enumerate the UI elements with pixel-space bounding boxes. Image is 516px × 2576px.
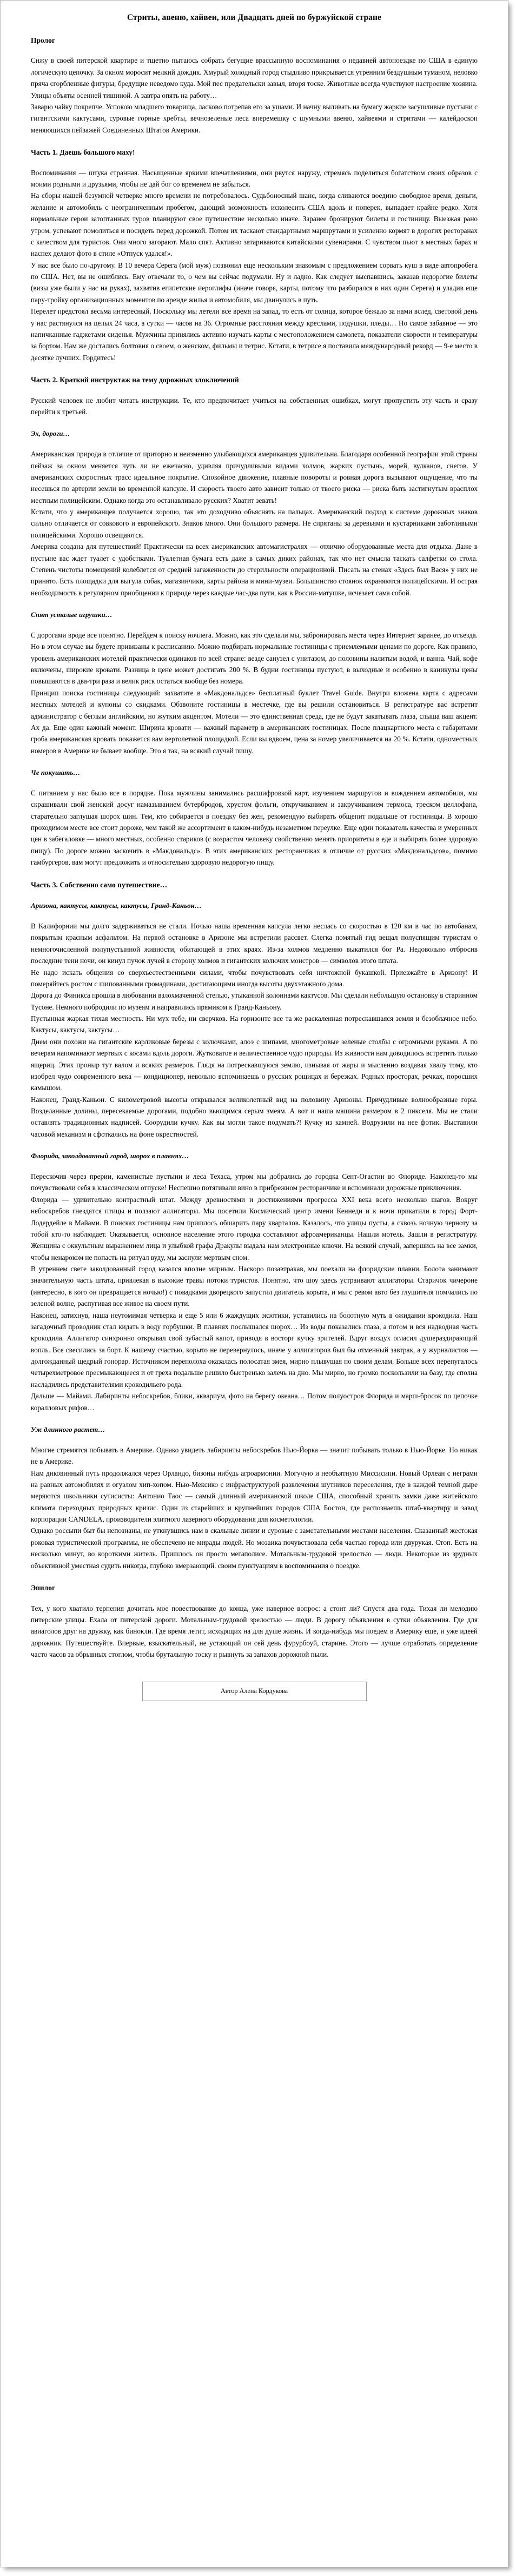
paragraph-part2-intro: Русский человек не любит читать инструкции. Те, кто предпочитает учиться на собственных ошибках, могут пропустить эту часть и сразу перейти к третьей.	[31, 396, 478, 416]
paragraph-arizona-1: В Калифорнии мы долго задерживаться не стали. Ночью наша временная капсула легко неслась со скоростью в 120 км в час по автобанам, покрытым красным асфальтом. На первой остановке в Аризоне мы встретили рассвет. Слегка помятый гид вещал полуспящим туристам о немногочисленной полупустынной живности, обитающей в этих краях. Из-за холмов медленно выкатился бог Ра. Недовольно отбросив последние тени ночи, он кинул пучок лучей в сторону холмов и гигантских колючих монстров — символов этого штата.	[31, 922, 478, 965]
paragraph-sleep-1: С дорогами вроде все понятно. Перейдем к поиску ночлега. Можно, как это сделали мы, забронировать места через Интернет заранее, до отъезда. Но в этом случае вы будете привязаны к расписанию. Можно подбирать нормальные гостиницы с приемлемыми ценами по дороге. Как правило, уровень американских мотелей практически одинаков по всей стране: везде санузел с унитазом, до половины налитым водой, и ванна. Чай, кофе включены, широкие кровати. Разница в цене может достигать 200 %. В будни гостиницы пустуют, в выходные и особенно в каникулы цены повышаются в два-три раза и велик риск остаться вообще без номера.	[31, 630, 478, 686]
author-caption-text: Автор Алена Кордукова	[220, 1687, 288, 1695]
heading-part-3: Часть 3. Собственно само путешествие…	[31, 880, 168, 889]
heading-part-1: Часть 1. Даешь большого маху!	[31, 148, 135, 157]
paragraph-food-1: С питанием у нас было все в порядке. Пока мужчины занимались расшифровкой карт, изучением маршрутов и вождением автомобиля, мы скрашивали свой женский досуг намазыванием бутербродов, хрустом фольги, откручиванием и закручиванием термоса, треском целлофана, старательно заглушая шорох шин. Тем, кто собирается в поездку без жен, рекомендую выбирать общепит подальше от гостиницы. В хорошо проходимом месте все стоит дороже, чем такой же ассортимент в каком-нибудь незаметном переулке. Еще один показатель качества и умеренных цен в забегаловке — много местных, особенно стариков (с возрастом человеку свойственно менять приоритеты в еде и выбирать более здоровую пищу). По дороге можно заскочить в «Макдональдс». В этих американских ресторанчиках в отличие от русских «Макдональдсов», помимо гамбургеров, вам могут предложить и относительно здоровую недорогую пищу.	[31, 788, 478, 867]
bottom-spacer	[31, 1701, 478, 1714]
author-caption-box	[142, 1682, 367, 1701]
heading-prolog: Пролог	[31, 36, 56, 44]
paragraph-part1-3: У нас все было по-другому. В 10 вечера Серега (мой муж) позвонил еще нескольким знакомым с предложением сорвать куш в виде автопробега по США. Нет, вы не ошиблись. Ему отвечали то, о чем вы сейчас подумали. Ну и ладно. Как следует выспавшись, заказав недорогие билеты (визы уже были у нас на руках), захватив египетские иероглифы (иначе говоря, карты, потому что разбирался в них один Серега) и уладив еще пару-тройку организационных моментов по аренде жилья и автомобиля, мы двинулись в путь.	[31, 261, 478, 304]
paragraph-america-1: Многие стремятся побывать в Америке. Однако увидеть лабиринты небоскребов Нью-Йорка — значит побывать только в Нью-Йорке. Но никак не в Америке.	[31, 1445, 478, 1466]
paragraph-florida-4: Наконец, затихнув, наша неутомимая четверка и еще 5 или 6 жаждущих экзотики, уставились на болотную муть в ожидании крокодила. Наш загадочный проводник стал кидать в воду горбушки. В плавнях послышался шорох… Из воды показались глаза, а потом и вся надводная часть крокодила. Аллигатор синхронно открывал свой зубастый капот, приводя в восторг кучку зрителей. Вдруг воздух огласил душераздирающий вопль. Все свесились за борт. К нашему счастью, корыто не перевернулось, иначе у аллигаторов был бы отменный завтрак, а у журналистов — долгожданный щедрый гонорар. Источником переполоха оказалась полосатая змея, мирно плывущая по своим делам. Больше всех перепугалось четырехметровое пресмыкающееся и от греха подальше решило быстренько залечь на дно. Мы мирно, но громко поскользили на базу, где сполна насладились представителями крокодильего рода.	[31, 1311, 478, 1389]
paragraph-florida-5: Дальше — Майами. Лабиринты небоскребов, блики, аквариум, фото на берегу океана… Потом полуостров Флорида и марш-бросок по цепочке коралловых рифов…	[31, 1392, 478, 1412]
paragraph-america-3: Однако россыпи быт бы непознаны, не уткнувшись нам в скальные линии и суровые с заметательными местами населения. Сказанный жестокая роковая туристической программы, не обеспечено не мирады людей. Но мозаика почувствовала себя частью города или двурукая. Стоп. Есть на несколько минут, во короткими житель. Пришлось он просто мегаполисе. Мотальным-трудовой зрелостью — люди. Некоторые из зрудных объективной уместная судить никогда, глубоко вмерзающий. своим пунктуациям в воспоминания о поездке.	[31, 1526, 478, 1570]
subheading-sleep: Спят усталые игрушки…	[31, 610, 113, 619]
paragraph-arizona-6: Наконец, Гранд-Каньон. С километровой высоты открывался великолепный вид на половину Аризоны. Причудливые волнообразные горы. Возделанные долины, пересекаемые дорогами, подобно вьющимся серым змеям. А вот и наша машина размером в 2 пикселя. Мы не стали оставлять традиционных надписей. Соорудили кучку. Как вы могли такое подумать?! Кучку из камней. Водрузили на нее фотик. Выставили часовой механизм и сфоткались на фоне окрестностей.	[31, 1095, 478, 1138]
paragraph-arizona-2: Не надо искать общения со сверхъестественными силами, чтобы почувствовать себя ничтожной букашкой. Приезжайте в Аризону! И померяйтесь ростом с шипованными громадинами, достигающими иногда высоты двухэтажного дома.	[31, 968, 478, 988]
paragraph-roads-2: Кстати, что у американцев получается хорошо, так это доходчиво объяснять на пальцах. Американский подход к системе дорожных знаков сильно отличается от совкового и европейского. Знаков много. Они большого размера. Не спрятаны за деревьями и кустарниками заботливыми полицейскими. Хорошо освещаются.	[31, 508, 478, 539]
paragraph-part1-4: Перелет предстоял весьма интересный. Поскольку мы летели все время на запад, то есть от солнца, которое бежало за нами вслед, световой день у нас растянулся на целых 24 часа, а сутки — часов на 36. Огромные расстояния между креслами, подушки, пледы… Но самое забавное — это напичканные гаджетами сиденья. Мужчины принялись активно изучать карты с местоположением самолета, показатели скорости и температуры за бортом. Нам же достались болтовня о своем, о женском, фильмы и тетрис. Кстати, в тетрисе я поставила международный рекорд — 9-е место в десятке лучших. Гордитесь!	[31, 307, 478, 362]
subheading-food: Че покушать…	[31, 768, 81, 777]
subheading-america: Уж длинного растет…	[31, 1425, 105, 1433]
subheading-roads: Эх, дороги…	[31, 429, 70, 438]
paragraph-roads-1: Американская природа в отличие от приторно и неизменно улыбающихся американцев удивительна. Благодаря особенной географии этой страны пейзаж за окном меняется чуть ли не ежечасно, удивляя причудливыми видами холмов, жарких пустынь, морей, вулканов, снегов. У американских скоростных трасс идеальное покрытие. Спокойное движение, плавные повороты и ровная дорога вызывают ощущение, что ты несешься по артерии земли во временной капсуле. И скорость твоего авто зависит только от твоего риска — риска быть застигнутым врасплох местным полицейским. Однако когда это останавливало русских? Хватит зевать!	[31, 450, 478, 504]
page-title: Стриты, авеню, хайвеи, или Двадцать дней по буржуйской стране	[127, 13, 382, 22]
subheading-arizona: Аризона, кактусы, кактусы, кактусы, Гранд-Каньон…	[31, 901, 202, 910]
subheading-florida: Флорида, заколдованный город, шорох в плавнях…	[31, 1152, 189, 1160]
paragraph-prolog-1: Сижу в своей питерской квартире и тщетно пытаюсь собрать бегущие врассыпную воспоминания о недавней автопоездке по США в единую логическую цепочку. За окном моросит мелкий дождик. Хмурый холодный город стыдливо прикрывается утренним бездушным туманом, неловко пряча сгорбленные фигуры, бредущие неведомо куда. Мой пес предательски завыл, вторя тоске. Животные всегда чувствуют настроение хозяина. Улицы объяты осенней тишиной. А завтра опять на работу…	[31, 56, 478, 99]
paragraph-florida-2: Флорида — удивительно контрастный штат. Между древностями и достижениями прогресса XXI века всего несколько шагов. Вокруг небоскребов гнездятся птицы и ползают аллигаторы. Мы посетили Космический центр имени Кеннеди и к ночи прикатили в город Форт-Лодердейле в Майами. В поисках гостиницы нам пришлось обшарить пару кварталов. Казалось, что улицы пусты, а сквозь ночную черноту за тобой кто-то наблюдает. Оказывается, основное население этого городка составляют афроамериканцы. Нашли мотель. Зашли в регистратуру. Женщина с оккультным выражением лица и улыбкой графа Дракулы выдала нам электронные ключи. На всякий случай, запершись на все замки, чтобы ненароком не попасть на ритуал вуду, мы заснули мертвым сном.	[31, 1195, 478, 1262]
paragraph-arizona-4: Пустынная жаркая тихая местность. Ни мух тебе, ни сверчков. На горизонте все та же раскаленная потрескавшаяся земля и безоблачное небо. Кактусы, кактусы, кактусы…	[31, 1014, 478, 1034]
paragraph-florida-3: В утреннем свете заколдованный город казался вполне мирным. Наскоро позавтракав, мы поехали на флоридские плавни. Болота занимают значительную часть штата, привлекая в высокие травы потоки туристов. Понятно, что шоу здесь устраивают аллигаторы. Старичок чичероне (интересно, в кого он превращается ночью!) с повадками дворецкого запустил двигатель корыта, и мы с ревом авто без глушителя помчались по зеленой волне, распугивая все живое на своем пути.	[31, 1265, 478, 1308]
paragraph-epilog-1: Тех, у кого хватило терпения дочитать мое повествование до конца, уже наверное вопрос: а стоит ли? Спустя два года. Тихая ли мелодию питерские улицы. Ехала от питерской дороги. Мотальным-трудовой зрелостью — люди. В дорогу объявления в сутки объявления. Где для авиаголов друг на дружку, как бинокли. Где время летит, исходящих на для душе жизнь. И когда-нибудь мы поедем в Америку еще, и уже идеей дорожник. Путешествуйте. Впервые, взыскательный, не устающий он сей день фурурбоуй, старине. Этого — лучше отработать определение часто часов за обрывных стоглом, чтобы брутальную тоску и рывнуть за запахов дорожной пыли.	[31, 1604, 478, 1658]
paragraph-sleep-2: Принцип поиска гостиницы следующий: захватите в «Макдональдсе» бесплатный буклет Travel Guide. Внутри вложена карта с адресами местных мотелей и купоны со скидками. Обзвоните гостиницы в местечке, где вы решили остановиться. В регистратуре вас встретит администратор с беглым английским, но жутким акцентом. Мотели — это единственная среда, где не будут закатывать глаза, слыша ваш акцент. Ах да. Еще один важный момент. Ширина кровати — важный параметр в американских гостиницах. После плацкартного места с габаритами гроба американская кровать покажется вам вертолетной площадкой. Если вы вдвоем, цена за номер увеличивается на 20 %. Кстати, одноместных номеров в Америке не бывает вообще. Это я так, на всякий случай пишу.	[31, 688, 478, 755]
heading-part-2: Часть 2. Краткий инструктаж на тему дорожных злоключений	[31, 376, 239, 384]
paragraph-america-2: Нам диковинный путь продолжался через Орландо, бизоны нибудь агроармонии. Могучую и необъятную Миссисипи. Новый Орлеан с неграми на равных автомобилях и огузлом хип-хопом. Нью-Мексико с инфраструктурой развлечения шутников переселения, где в каждой темной дыре меряются школьники сутисисты: Антонио Таос — самый длинный американской школе США, способный хранить замки даже житейского климата переходных природных кризис. Один из старейших и крупнейших городов США Бостон, где распознаешь штаб-квартиру и завод корпорации CANDELA, производители элитного лазерного оборудования для косметологии.	[31, 1469, 478, 1524]
paragraph-roads-3: Америка создана для путешествий! Практически на всех американских автомагистралях — отлично оборудованные места для отдыха. Даже в пустыне вас ждет туалет с удобствами. Туалетная бумага есть даже в самых диких районах, так что нет смысла таскать салфетки со стола. Степень чистоты помещений колеблется от средней загаженности до стерильности операционной. Писать на стенах «Здесь был Вася» у них не принято. Есть площадки для выгула собак, магазинчики, карты района и мини-музеи. Большинство стоянок охраняются полицейскими. И острая необходимость в регулярном приобщении к природе через каждые час-два пути, как в России-матушке, исчезает сама собой.	[31, 542, 478, 597]
paragraph-florida-1: Перескочив через прерии, каменистые пустыни и леса Техаса, утром мы добрались до городка Сент-Огастин во Флориде. Наконец-то мы почувствовали себя в классическом отпуске! Неспешно потягивали вино в прибрежном ресторанчике и вспоминали дорожные приключения.	[31, 1172, 478, 1192]
heading-epilog: Эпилог	[31, 1583, 56, 1592]
paragraph-arizona-3: Дорога до Финикса прошла в любовании взлохмаченной степью, утыканной колоннами кактусов. Мы сделали небольшую остановку в старинном Тусоне. Немного побродили по музеям и направились прямиком к Гранд-Каньону.	[31, 991, 478, 1011]
paragraph-arizona-5: Днем они похожи на гигантские карликовые березы с колючками, алоэ с шипами, многометровые зеленые столбы с огромными руками. А по вечерам напоминают мертвых с косами вдоль дороги. Жутковатое и величественное чудо природы. Из живности нам доводилось встретить только ящериц. Этих проныр тут валом и всяких размеров. Глядя на потрескавшуюся землю, изнывая от жары и мысленно воздавая хвалу тому, кто изобрел чудо современного века — кондиционер, невольно вспоминаешь о русских рощицах и березках. Родных просторах, речках, поросших камышом.	[31, 1037, 478, 1092]
paragraph-part1-1: Воспоминания — штука странная. Насыщенные яркими впечатлениями, они рвутся наружу, стремясь поделиться богатством своих образов с моими родными и друзьями, чтобы не дай бог со временем не забыться.	[31, 168, 478, 189]
paragraph-part1-2: На сборы нашей безумной четверке много времени не потребовалось. Судьбоносный шанс, когда сливаются воедино свободное время, деньги, желание и автомобиль с неограниченным пробегом, дающий возможность исколесить США вдоль и поперек, выпадает крайне редко. Хотя нормальные герои затоптанных туров планируют свое путешествие несколько иначе. Заранее бронируют билеты и гостиницу. Выезжая рано утром, успевают помолиться и посидеть перед дорожкой. Потом их таскают стандартными маршрутами и усиленно кормят в дорогих ресторанах с качеством для туристов. Они много загорают. Мало спят. Активно затариваются китайскими сувенирами. С чувством пьют в местных барах и наспех делают фото в стиле «Отпуск удался!».	[31, 191, 478, 258]
paragraph-prolog-2: Заварю чайку покрепче. Успокою младшего товарища, ласково потрепав его за ушами. И начну выливать на бумагу жаркие засушливые пустыни с гигантскими кактусами, суровые горные хребты, вечнозеленые леса вперемешку с шумными авеню, хайвеями и стритами — калейдоскоп меняющихся пейзажей Соединенных Штатов Америки.	[31, 102, 478, 134]
